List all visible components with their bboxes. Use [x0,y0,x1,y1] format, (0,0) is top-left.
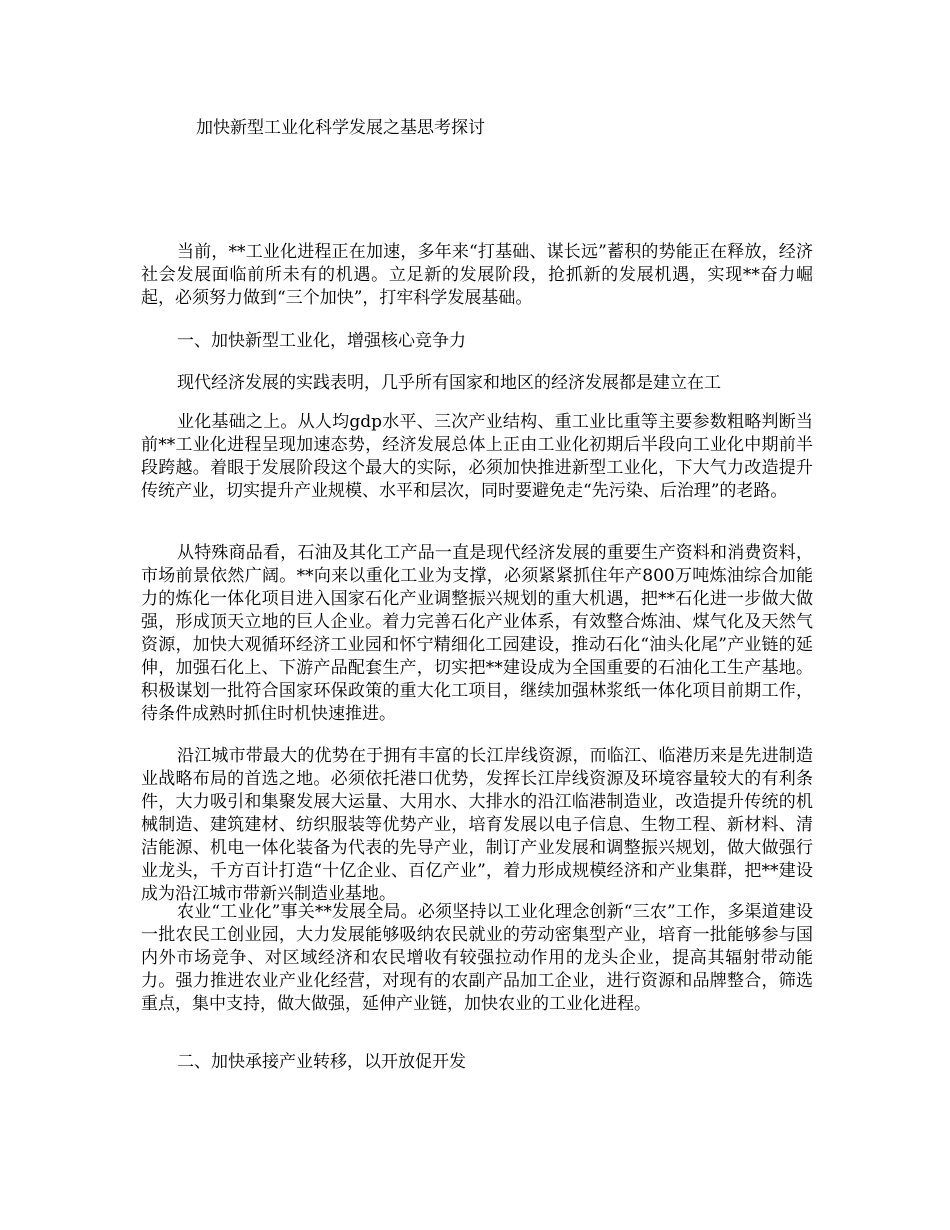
paragraph-4: 沿江城市带最大的优势在于拥有丰富的长江岸线资源，而临江、临港历来是先进制造业战略布局的首选之地。必须依托港口优势，发挥长江岸线资源及环境容量较大的有利条件，大力吸引和集聚发展大运量、大用水、大排水的沿江临港制造业，改造提升传统的机械制造、建筑建材、纺织服装等优势产业，培育发展以电子信息、生物工程、新材料、清洁能源、机电一体化装备为代表的先导产业，制订产业发展和调整振兴规划，做大做强行业龙头，千方百计打造“十亿企业、百亿产业”，着力形成规模经济和产业集群，把**建设成为沿江城市带新兴制造业基地。 [141,746,813,904]
paragraph-3: 从特殊商品看，石油及其化工产品一直是现代经济发展的重要生产资料和消费资料，市场前景依然广阔。**向来以重化工业为支撑，必须紧紧抓住年产800万吨炼油综合加能力的炼化一体化项目进入国家石化产业调整振兴规划的重大机遇，把**石化进一步做大做强，形成顶天立地的巨人企业。着力完善石化产业体系，有效整合炼油、煤气化及天然气资源，加快大观循环经济工业园和怀宁精细化工园建设，推动石化“油头化尾”产业链的延伸，加强石化上、下游产品配套生产，切实把**建设成为全国重要的石油化工生产基地。积极谋划一批符合国家环保政策的重大化工项目，继续加强林浆纸一体化项目前期工作，待条件成熟时抓住时机快速推进。 [141,543,813,724]
section-heading-1: 一、加快新型工业化，增强核心竞争力 [177,331,466,351]
paragraph-5: 农业“工业化”事关**发展全局。必须坚持以工业化理念创新“三农”工作，多渠道建设一批农民工创业园，大力发展能够吸纳农民就业的劳动密集型产业，培育一批能够参与国内外市场竞争、对区域经济和农民增收有较强拉动作用的龙头企业，提高其辐射带动能力。强力推进农业产业化经营，对现有的农副产品加工企业，进行资源和品牌整合，筛选重点，集中支持，做大做强，延伸产业链，加快农业的工业化进程。 [141,902,813,1014]
section-heading-2: 二、加快承接产业转移，以开放促开发 [177,1052,466,1072]
paragraph-1: 现代经济发展的实践表明，几乎所有国家和地区的经济发展都是建立在工 [177,373,721,393]
document-title: 加快新型工业化科学发展之基思考探讨 [196,118,485,138]
intro-paragraph: 当前，**工业化进程正在加速，多年来“打基础、谋长远”蓄积的势能正在释放，经济社会发展面临前所未有的机遇。立足新的发展阶段，抢抓新的发展机遇，实现**奋力崛起，必须努力做到“三个加快”，打牢科学发展基础。 [141,242,813,308]
paragraph-2: 业化基础之上。从人均gdp水平、三次产业结构、重工业比重等主要参数粗略判断当前**工业化进程呈现加速态势，经济发展总体上正由工业化初期后半段向工业化中期前半段跨越。着眼于发展阶段这个最大的实际，必须加快推进新型工业化，下大气力改造提升传统产业，切实提升产业规模、水平和层次，同时要避免走“先污染、后治理”的老路。 [141,412,813,501]
